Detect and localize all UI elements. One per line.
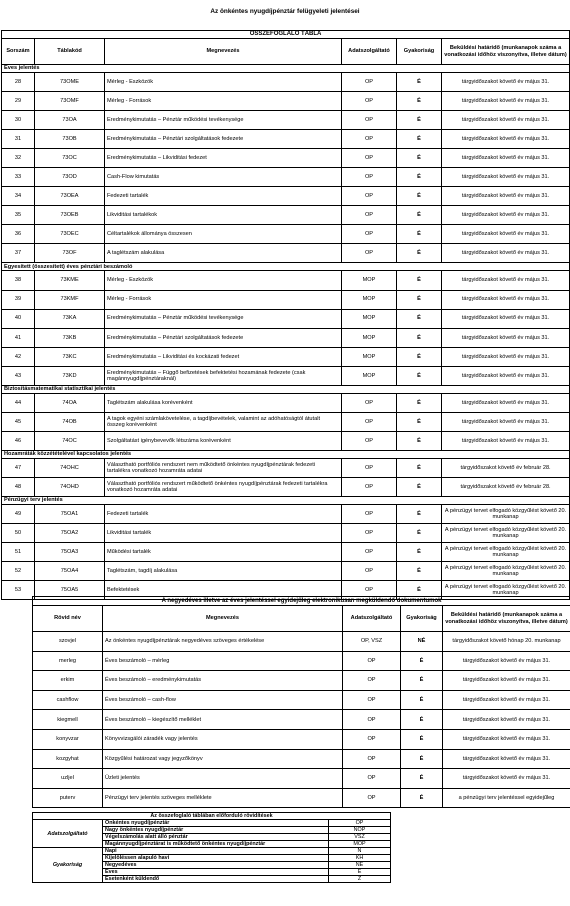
row-description: Eredménykimutatás – Likviditási és kockázati fedezet: [105, 347, 342, 366]
table-row: [2, 393, 570, 412]
table-code: 73KMF: [35, 290, 105, 309]
row-description: Éves beszámoló – mérleg: [103, 651, 343, 671]
table-row: [2, 92, 570, 111]
table-code: 73OB: [35, 130, 105, 149]
row-description: Fedezeti tartalék: [105, 187, 342, 206]
row-description: Eredménykimutatás – Likviditási fedezet: [105, 149, 342, 168]
table-code: 73OF: [35, 244, 105, 263]
documents-caption: A negyedéves illetve az éves jelentéssel egyidejűleg elektronikusan megküldendő dokumentumok: [33, 597, 570, 606]
table-code: 73KB: [35, 328, 105, 347]
row-description: Választható portfóliós rendszert nem működtető önkéntes nyugdíjpénztárak fedezeti tartalékra vonatkozó hozamráta adatai: [105, 458, 342, 477]
deadline: A pénzügyi tervet elfogadó közgyűlést követő 20. munkanap: [442, 562, 570, 581]
table-row: [33, 729, 570, 749]
col-header: Gyakoriság: [397, 39, 442, 65]
data-provider: OP: [343, 690, 401, 710]
documents-body: [33, 632, 570, 808]
row-description: A tagok egyéni számlakövetelése, a tagdíjbevételek, valamint az adóhatóságtól átutalt összeg korévenként: [105, 412, 342, 431]
deadline: tárgyidőszakot követő év május 31.: [442, 431, 570, 450]
table-row: [33, 820, 391, 827]
deadline: tárgyidőszakot követő év május 31.: [442, 412, 570, 431]
frequency: É: [397, 458, 442, 477]
table-row: [33, 769, 570, 789]
data-provider: OP: [342, 524, 397, 543]
table-code: 74OB: [35, 412, 105, 431]
row-description: Eredménykimutatás – Pénztári szolgáltatások fedezete: [105, 130, 342, 149]
table-code: 73OC: [35, 149, 105, 168]
row-number: 36: [2, 225, 35, 244]
table-code: 74OHD: [35, 477, 105, 496]
short-name: kiegmell: [33, 710, 103, 730]
frequency: É: [397, 206, 442, 225]
abbreviation-meaning: Napi: [103, 848, 329, 855]
table-row: [2, 187, 570, 206]
short-name: merleg: [33, 651, 103, 671]
row-number: 50: [2, 524, 35, 543]
row-description: Eredménykimutatás – Függő befizetések befektetési hozamának fedezete (csak magánnyugdíjpénztáraknál): [105, 366, 342, 385]
data-provider: OP: [342, 431, 397, 450]
data-provider: OP: [342, 244, 397, 263]
abbreviation-code: OP: [329, 820, 391, 827]
section-title: Hozamráták közzétételével kapcsolatos jelentés: [2, 450, 570, 458]
col-header: Megnevezés: [103, 606, 343, 632]
documents-table: [32, 596, 570, 808]
table-row: [33, 632, 570, 652]
abbreviation-code: KH: [329, 855, 391, 862]
row-description: Eredménykimutatás – Pénztár működési tevékenysége: [105, 309, 342, 328]
data-provider: MOP: [342, 328, 397, 347]
row-description: Taglétszám, tagdíj alakulása: [105, 562, 342, 581]
row-description: Mérleg - Eszközök: [105, 271, 342, 290]
table-code: 73KME: [35, 271, 105, 290]
deadline: tárgyidőszakot követő év május 31.: [443, 769, 570, 789]
abbreviation-code: MOP: [329, 841, 391, 848]
table-code: 74OC: [35, 431, 105, 450]
row-number: 52: [2, 562, 35, 581]
table-row: [2, 206, 570, 225]
table-row: [2, 412, 570, 431]
deadline: tárgyidőszakot követő év május 31.: [442, 225, 570, 244]
row-description: Eredménykimutatás – Pénztári szolgáltatások fedezete: [105, 328, 342, 347]
abbreviation-group: Adatszolgáltató: [33, 820, 103, 848]
table-code: 75OA3: [35, 543, 105, 562]
deadline: A pénzügyi tervet elfogadó közgyűlést követő 20. munkanap: [442, 504, 570, 523]
abbreviation-meaning: Negyedéves: [103, 862, 329, 869]
data-provider: OP: [342, 130, 397, 149]
page-title: Az önkéntes nyugdíjpénztár felügyeleti jelentései: [210, 8, 360, 15]
col-header: Gyakoriság: [401, 606, 443, 632]
table-code: 75OA2: [35, 524, 105, 543]
data-provider: OP: [343, 788, 401, 808]
summary-body: [2, 65, 570, 600]
deadline: tárgyidőszakot követő év május 31.: [443, 710, 570, 730]
data-provider: OP: [343, 729, 401, 749]
data-provider: OP: [343, 749, 401, 769]
row-description: A taglétszám alakulása: [105, 244, 342, 263]
deadline: tárgyidőszakot követő év május 31.: [442, 149, 570, 168]
deadline: tárgyidőszakot követő év február 28.: [442, 477, 570, 496]
row-description: Közgyűlési határozat vagy jegyzőkönyv: [103, 749, 343, 769]
row-number: 49: [2, 504, 35, 523]
row-description: Céltartalékok állománya összesen: [105, 225, 342, 244]
table-code: 73KC: [35, 347, 105, 366]
frequency: É: [401, 710, 443, 730]
deadline: tárgyidőszakot követő év május 31.: [442, 244, 570, 263]
abbreviation-code: N: [329, 848, 391, 855]
col-header: Rövid név: [33, 606, 103, 632]
row-description: Fedezeti tartalék: [105, 504, 342, 523]
frequency: É: [397, 187, 442, 206]
frequency: É: [397, 244, 442, 263]
table-row: [33, 671, 570, 691]
row-description: Eredménykimutatás – Pénztár működési tevékenysége: [105, 111, 342, 130]
deadline: A pénzügyi tervet elfogadó közgyűlést követő 20. munkanap: [442, 524, 570, 543]
frequency: NÉ: [401, 632, 443, 652]
deadline: tárgyidőszakot követő év május 31.: [442, 366, 570, 385]
summary-table: [1, 30, 570, 600]
row-number: 29: [2, 92, 35, 111]
row-number: 43: [2, 366, 35, 385]
data-provider: OP: [342, 168, 397, 187]
frequency: É: [401, 729, 443, 749]
table-row: [2, 244, 570, 263]
data-provider: MOP: [342, 366, 397, 385]
table-row: [2, 543, 570, 562]
table-row: [2, 458, 570, 477]
data-provider: OP: [342, 477, 397, 496]
row-number: 34: [2, 187, 35, 206]
deadline: A pénzügyi tervet elfogadó közgyűlést követő 20. munkanap: [442, 581, 570, 600]
abbreviation-meaning: Esetenként küldendő: [103, 876, 329, 883]
row-number: 53: [2, 581, 35, 600]
row-description: Üzleti jelentés: [103, 769, 343, 789]
abbreviations-body: [33, 820, 391, 883]
abbreviation-code: Z: [329, 876, 391, 883]
row-description: Éves beszámoló – eredménykimutatás: [103, 671, 343, 691]
frequency: É: [397, 581, 442, 600]
frequency: É: [397, 347, 442, 366]
section-title: Biztosításmatematikai statisztikai jelentés: [2, 385, 570, 393]
data-provider: OP: [343, 710, 401, 730]
deadline: tárgyidőszakot követő év május 31.: [442, 328, 570, 347]
table-row: [2, 290, 570, 309]
row-description: Működési tartalék: [105, 543, 342, 562]
frequency: É: [397, 130, 442, 149]
table-row: [33, 710, 570, 730]
table-row: [2, 562, 570, 581]
deadline: tárgyidőszakot követő év május 31.: [442, 309, 570, 328]
table-code: 74OA: [35, 393, 105, 412]
data-provider: OP: [342, 225, 397, 244]
table-code: 73OME: [35, 73, 105, 92]
deadline: tárgyidőszakot követő év február 28.: [442, 458, 570, 477]
table-code: 75OA4: [35, 562, 105, 581]
data-provider: OP: [342, 73, 397, 92]
short-name: cashflow: [33, 690, 103, 710]
deadline: tárgyidőszakot követő év május 31.: [442, 187, 570, 206]
data-provider: OP: [343, 769, 401, 789]
data-provider: OP: [342, 504, 397, 523]
table-row: [2, 271, 570, 290]
table-row: [2, 347, 570, 366]
data-provider: OP: [342, 393, 397, 412]
table-code: 74OHC: [35, 458, 105, 477]
section-row: [2, 385, 570, 393]
data-provider: OP: [342, 458, 397, 477]
table-row: [2, 366, 570, 385]
frequency: É: [401, 690, 443, 710]
row-description: Befektetések: [105, 581, 342, 600]
section-title: Pénzügyi terv jelentés: [2, 496, 570, 504]
abbreviation-code: NOP: [329, 827, 391, 834]
row-number: 44: [2, 393, 35, 412]
short-name: konyvzar: [33, 729, 103, 749]
deadline: tárgyidőszakot követő év május 31.: [443, 690, 570, 710]
abbreviation-code: VSZ: [329, 834, 391, 841]
section-row: [2, 65, 570, 73]
table-row: [33, 690, 570, 710]
table-code: 73OD: [35, 168, 105, 187]
row-number: 42: [2, 347, 35, 366]
abbreviation-group: Gyakoriság: [33, 848, 103, 883]
data-provider: MOP: [342, 347, 397, 366]
table-row: [2, 309, 570, 328]
table-code: 73OMF: [35, 92, 105, 111]
table-code: 73OA: [35, 111, 105, 130]
frequency: É: [397, 73, 442, 92]
col-header: Adatszolgáltató: [342, 39, 397, 65]
table-row: [2, 524, 570, 543]
row-description: Könyvvizsgálói záradék vagy jelentés: [103, 729, 343, 749]
deadline: tárgyidőszakot követő év május 31.: [442, 347, 570, 366]
frequency: É: [397, 92, 442, 111]
short-name: erkim: [33, 671, 103, 691]
deadline: tárgyidőszakot követő év május 31.: [443, 729, 570, 749]
row-description: Választható portfóliós rendszert működtető önkéntes nyugdíjpénztárak fedezeti tartalékra vonatkozó hozamráta adatai: [105, 477, 342, 496]
deadline: tárgyidőszakot követő év május 31.: [442, 393, 570, 412]
deadline: A pénzügyi tervet elfogadó közgyűlést követő 20. munkanap: [442, 543, 570, 562]
row-number: 51: [2, 543, 35, 562]
data-provider: OP: [343, 651, 401, 671]
col-header: Beküldési határidő (munkanapok száma a vonatkozási időhöz viszonyítva, illetve dátum): [443, 606, 570, 632]
row-number: 48: [2, 477, 35, 496]
table-row: [33, 848, 391, 855]
deadline: tárgyidőszakot követő hónap 20. munkanap: [443, 632, 570, 652]
table-row: [2, 111, 570, 130]
row-description: Az önkéntes nyugdíjpénztárak negyedéves szöveges értékelése: [103, 632, 343, 652]
row-number: 31: [2, 130, 35, 149]
frequency: É: [397, 309, 442, 328]
row-description: Éves beszámoló – kiegészítő melléklet: [103, 710, 343, 730]
frequency: É: [397, 524, 442, 543]
table-row: [2, 73, 570, 92]
table-row: [2, 504, 570, 523]
frequency: É: [397, 225, 442, 244]
frequency: É: [401, 749, 443, 769]
abbreviation-code: NÉ: [329, 862, 391, 869]
deadline: tárgyidőszakot követő év május 31.: [443, 671, 570, 691]
data-provider: MOP: [342, 271, 397, 290]
section-row: [2, 263, 570, 271]
row-number: 33: [2, 168, 35, 187]
abbreviations-table: [32, 812, 391, 883]
summary-caption: ÖSSZEFOGLALÓ TÁBLA: [2, 31, 570, 39]
frequency: É: [397, 290, 442, 309]
data-provider: OP: [343, 671, 401, 691]
table-row: [2, 477, 570, 496]
data-provider: OP: [342, 581, 397, 600]
row-number: 38: [2, 271, 35, 290]
frequency: É: [397, 431, 442, 450]
frequency: É: [397, 412, 442, 431]
data-provider: OP: [342, 149, 397, 168]
data-provider: MOP: [342, 309, 397, 328]
row-description: Likviditási tartalékok: [105, 206, 342, 225]
row-description: Éves beszámoló – cash-flow: [103, 690, 343, 710]
row-description: Szolgáltatást igénybevevők létszáma korévenként: [105, 431, 342, 450]
abbreviation-meaning: Kijelöléssen alapuló havi: [103, 855, 329, 862]
table-code: 73OEB: [35, 206, 105, 225]
col-header: Beküldési határidő (munkanapok száma a vonatkozási időhöz viszonyítva, illetve dátum): [442, 39, 570, 65]
table-row: [33, 788, 570, 808]
abbreviation-meaning: Éves: [103, 869, 329, 876]
frequency: É: [397, 543, 442, 562]
col-header: Táblakód: [35, 39, 105, 65]
frequency: É: [401, 651, 443, 671]
row-number: 46: [2, 431, 35, 450]
table-row: [2, 168, 570, 187]
col-header: Megnevezés: [105, 39, 342, 65]
table-row: [2, 130, 570, 149]
frequency: É: [397, 111, 442, 130]
frequency: É: [397, 393, 442, 412]
abbreviation-meaning: Végelszámolás alatt álló pénztár: [103, 834, 329, 841]
row-number: 45: [2, 412, 35, 431]
table-row: [2, 149, 570, 168]
row-description: Pénzügyi terv jelentés szöveges melléklete: [103, 788, 343, 808]
table-row: [33, 651, 570, 671]
short-name: szovjel: [33, 632, 103, 652]
table-code: 73KD: [35, 366, 105, 385]
row-number: 30: [2, 111, 35, 130]
row-description: Mérleg - Források: [105, 290, 342, 309]
frequency: É: [397, 366, 442, 385]
section-row: [2, 496, 570, 504]
data-provider: OP: [342, 206, 397, 225]
table-code: 73KA: [35, 309, 105, 328]
deadline: tárgyidőszakot követő év május 31.: [442, 168, 570, 187]
frequency: É: [397, 562, 442, 581]
data-provider: OP: [342, 412, 397, 431]
row-number: 41: [2, 328, 35, 347]
frequency: É: [397, 149, 442, 168]
table-code: 75OA5: [35, 581, 105, 600]
deadline: tárgyidőszakot követő év május 31.: [442, 290, 570, 309]
abbreviation-meaning: Önkéntes nyugdíjpénztár: [103, 820, 329, 827]
col-header: Sorszám: [2, 39, 35, 65]
deadline: tárgyidőszakot követő év május 31.: [442, 73, 570, 92]
deadline: tárgyidőszakot követő év május 31.: [442, 111, 570, 130]
deadline: tárgyidőszakot követő év május 31.: [442, 92, 570, 111]
data-provider: OP, VSZ: [343, 632, 401, 652]
data-provider: OP: [342, 562, 397, 581]
table-code: 75OA1: [35, 504, 105, 523]
short-name: puterv: [33, 788, 103, 808]
row-description: Mérleg - Eszközök: [105, 73, 342, 92]
table-row: [2, 328, 570, 347]
frequency: É: [397, 168, 442, 187]
table-row: [33, 749, 570, 769]
frequency: É: [401, 671, 443, 691]
frequency: É: [397, 271, 442, 290]
abbreviation-code: É: [329, 869, 391, 876]
table-code: 73OEC: [35, 225, 105, 244]
abbreviations-caption: Az összefoglaló táblában előforduló rövidítések: [33, 813, 391, 820]
deadline: tárgyidőszakot követő év május 31.: [442, 130, 570, 149]
deadline: a pénzügyi terv jelentéssel egyidejűleg: [443, 788, 570, 808]
table-row: [2, 431, 570, 450]
row-number: 47: [2, 458, 35, 477]
data-provider: OP: [342, 111, 397, 130]
row-description: Likviditási tartalék: [105, 524, 342, 543]
frequency: É: [397, 477, 442, 496]
section-title: Éves jelentés: [2, 65, 570, 73]
table-code: 73OEA: [35, 187, 105, 206]
row-number: 37: [2, 244, 35, 263]
row-number: 28: [2, 73, 35, 92]
row-number: 40: [2, 309, 35, 328]
section-row: [2, 450, 570, 458]
frequency: É: [397, 504, 442, 523]
row-description: Taglétszám alakulása korévenként: [105, 393, 342, 412]
data-provider: OP: [342, 187, 397, 206]
frequency: É: [401, 769, 443, 789]
deadline: tárgyidőszakot követő év május 31.: [443, 651, 570, 671]
row-description: Cash-Flow kimutatás: [105, 168, 342, 187]
deadline: tárgyidőszakot követő év május 31.: [443, 749, 570, 769]
deadline: tárgyidőszakot követő év május 31.: [442, 271, 570, 290]
abbreviation-meaning: Magánnyugdíjpénztárat is működtető önkéntes nyugdíjpénztár: [103, 841, 329, 848]
row-number: 32: [2, 149, 35, 168]
row-description: Mérleg - Források: [105, 92, 342, 111]
short-name: uzljel: [33, 769, 103, 789]
row-number: 35: [2, 206, 35, 225]
frequency: É: [397, 328, 442, 347]
deadline: tárgyidőszakot követő év május 31.: [442, 206, 570, 225]
section-title: Egyesített (összesített) éves pénztári beszámoló: [2, 263, 570, 271]
abbreviation-meaning: Nagy önkéntes nyugdíjpénztár: [103, 827, 329, 834]
data-provider: OP: [342, 92, 397, 111]
col-header: Adatszolgáltató: [343, 606, 401, 632]
data-provider: MOP: [342, 290, 397, 309]
row-number: 39: [2, 290, 35, 309]
short-name: kozgyhat: [33, 749, 103, 769]
table-row: [2, 225, 570, 244]
frequency: É: [401, 788, 443, 808]
data-provider: OP: [342, 543, 397, 562]
